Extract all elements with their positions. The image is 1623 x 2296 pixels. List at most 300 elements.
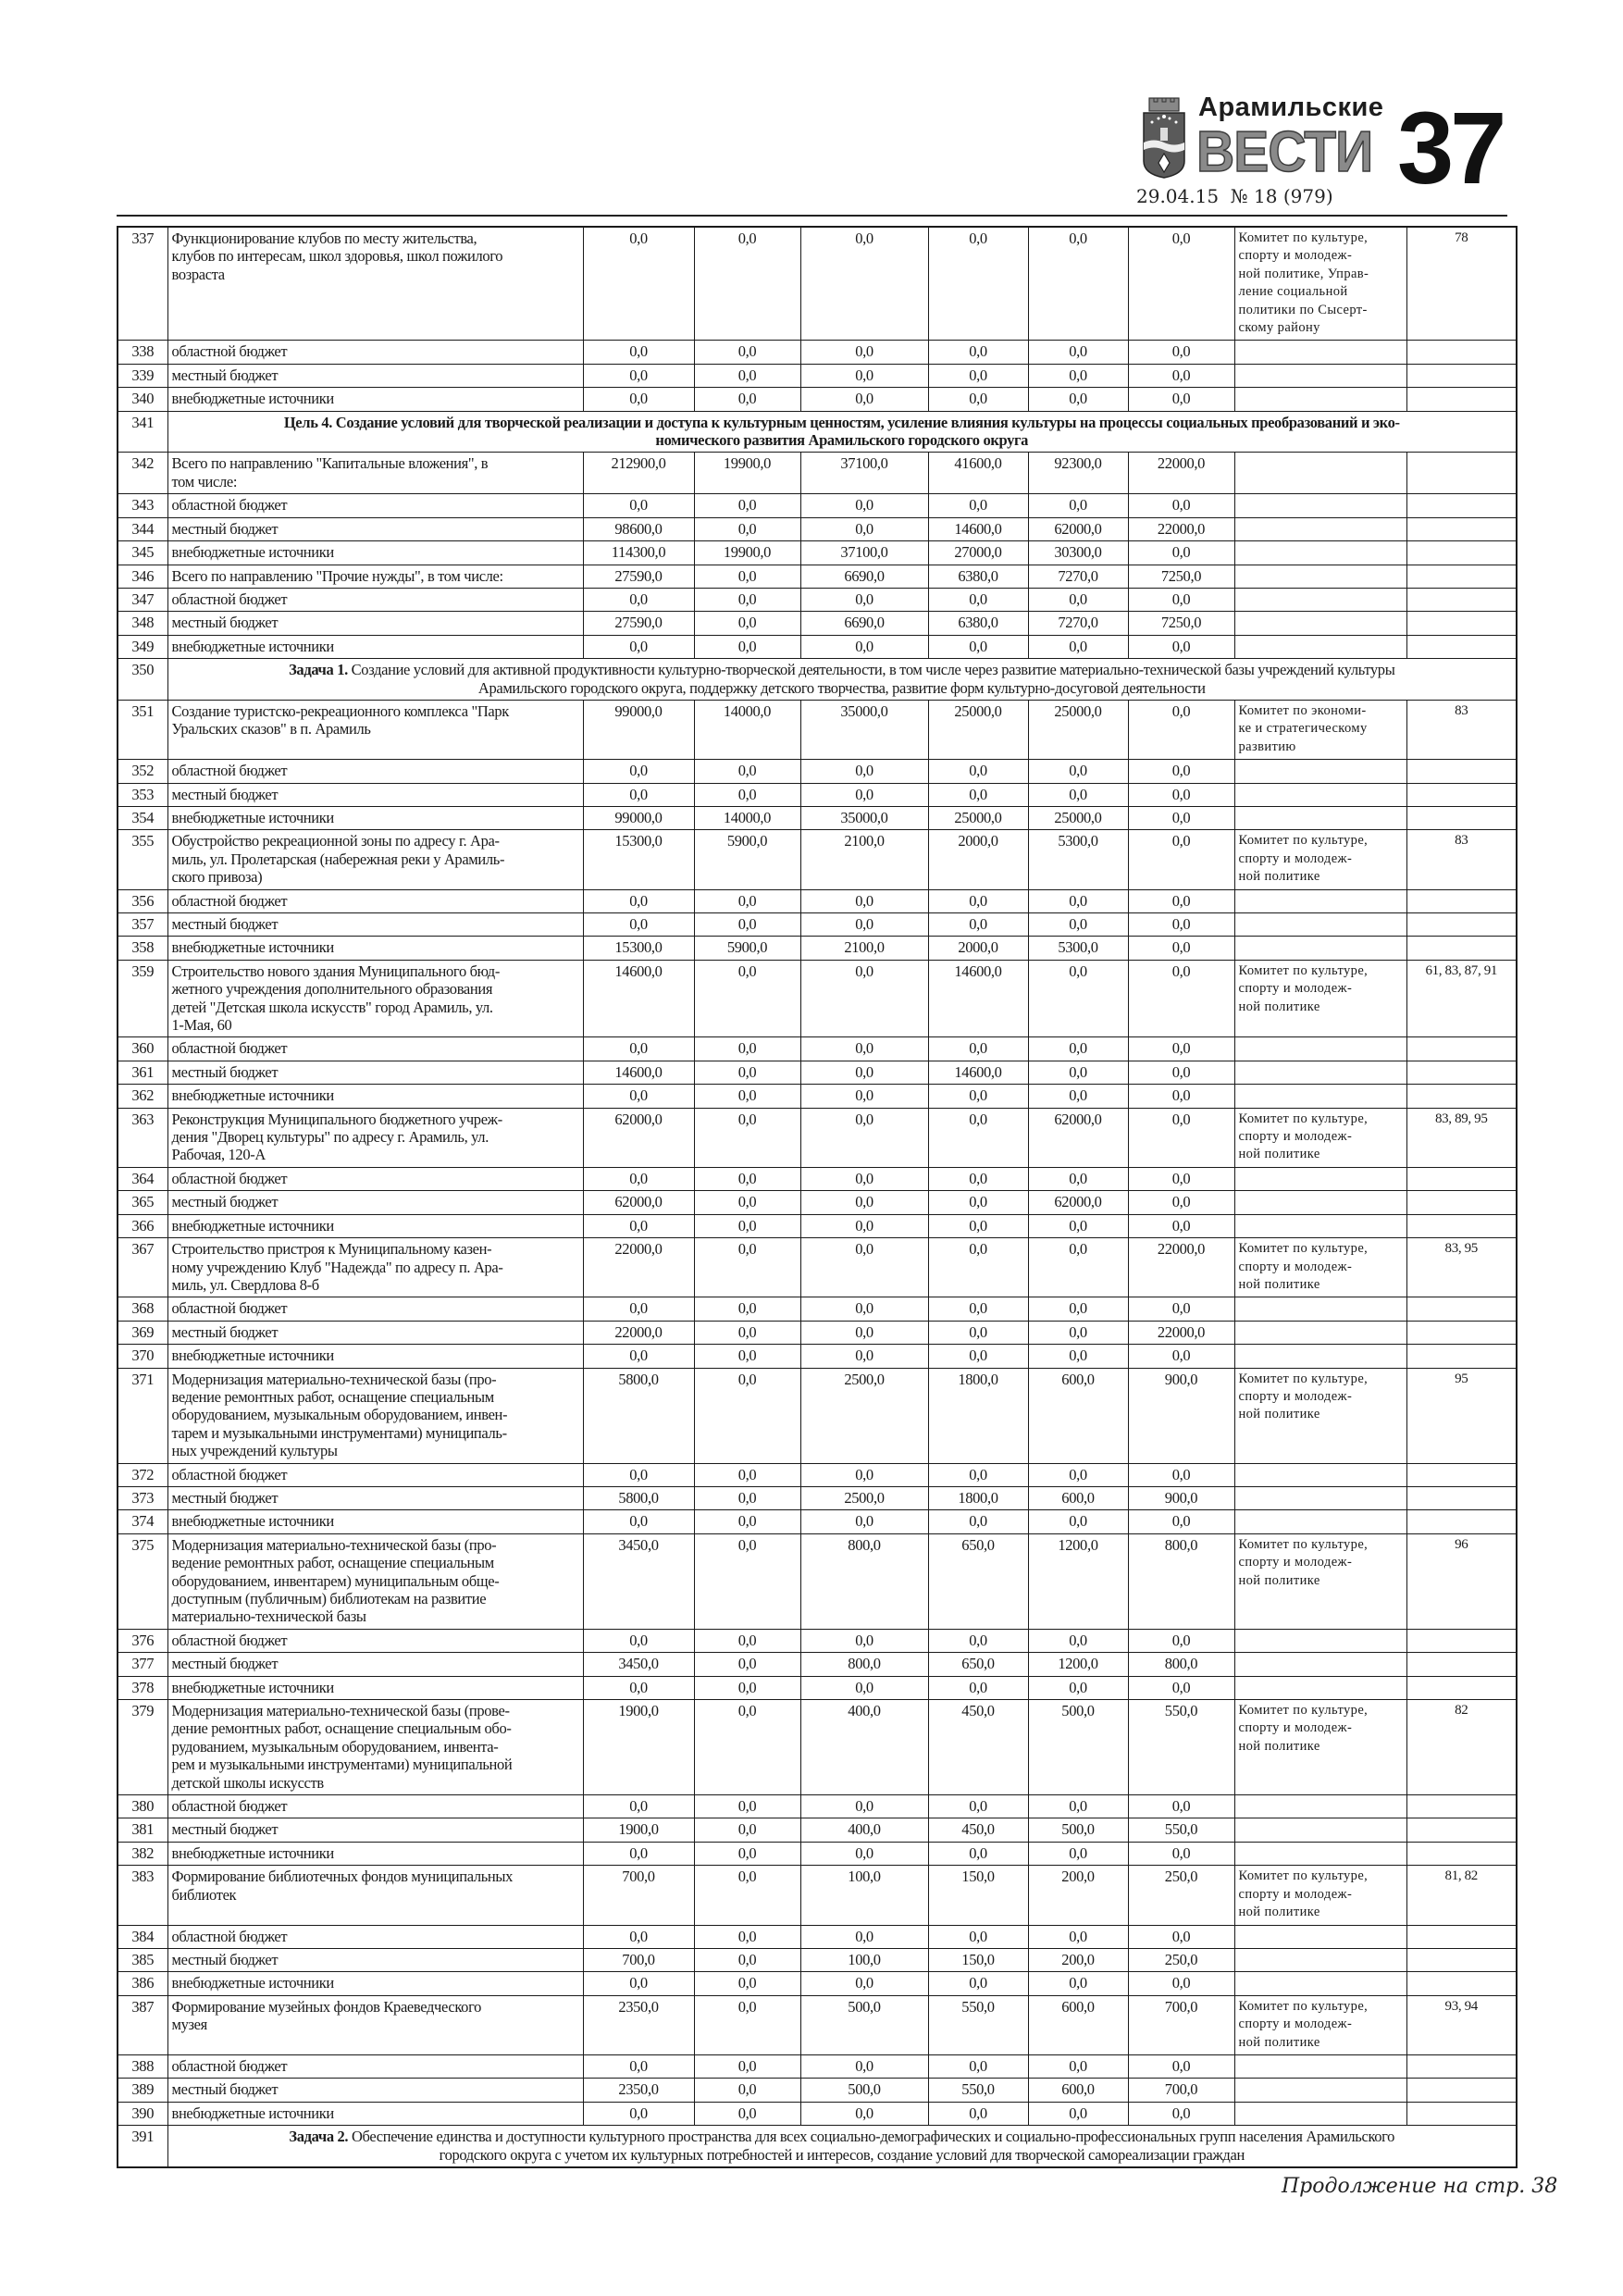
amount-cell: 0,0 bbox=[1128, 541, 1234, 565]
amount-cell: 2100,0 bbox=[800, 830, 928, 889]
reference-numbers bbox=[1406, 588, 1517, 611]
row-number: 346 bbox=[118, 565, 167, 588]
table-row bbox=[118, 1653, 1517, 1676]
amount-cell: 800,0 bbox=[1128, 1533, 1234, 1629]
row-number: 353 bbox=[118, 783, 167, 806]
row-number: 389 bbox=[118, 2079, 167, 2102]
amount-cell: 0,0 bbox=[694, 1995, 800, 2054]
amount-cell: 0,0 bbox=[800, 913, 928, 937]
row-number: 355 bbox=[118, 830, 167, 889]
table-row bbox=[118, 700, 1517, 759]
row-number: 360 bbox=[118, 1037, 167, 1061]
row-number: 345 bbox=[118, 541, 167, 565]
reference-numbers: 81, 82 bbox=[1406, 1866, 1517, 1925]
row-number: 390 bbox=[118, 2102, 167, 2125]
row-number: 352 bbox=[118, 760, 167, 783]
amount-cell: 100,0 bbox=[800, 1948, 928, 1971]
table-row bbox=[118, 341, 1517, 364]
amount-cell: 0,0 bbox=[800, 635, 928, 658]
row-number: 370 bbox=[118, 1345, 167, 1368]
coat-of-arms-logo bbox=[1141, 96, 1187, 181]
amount-cell: 0,0 bbox=[928, 1842, 1028, 1865]
amount-cell: 0,0 bbox=[583, 889, 694, 912]
row-number: 347 bbox=[118, 588, 167, 611]
row-number: 349 bbox=[118, 635, 167, 658]
amount-cell: 0,0 bbox=[1128, 1191, 1234, 1214]
amount-cell: 0,0 bbox=[583, 494, 694, 517]
table-row bbox=[118, 541, 1517, 565]
amount-cell: 0,0 bbox=[928, 1463, 1028, 1486]
row-description: внебюджетные источники bbox=[167, 388, 583, 411]
row-number: 359 bbox=[118, 960, 167, 1037]
row-description: областной бюджет bbox=[167, 760, 583, 783]
amount-cell: 0,0 bbox=[694, 1676, 800, 1699]
row-description: внебюджетные источники bbox=[167, 1972, 583, 1995]
row-description: Всего по направлению "Прочие нужды", в том числе: bbox=[167, 565, 583, 588]
amount-cell: 0,0 bbox=[694, 1238, 800, 1297]
amount-cell: 114300,0 bbox=[583, 541, 694, 565]
amount-cell: 0,0 bbox=[1128, 1925, 1234, 1948]
reference-numbers bbox=[1406, 1925, 1517, 1948]
row-description: областной бюджет bbox=[167, 889, 583, 912]
amount-cell: 92300,0 bbox=[1028, 453, 1128, 494]
row-description: местный бюджет bbox=[167, 2079, 583, 2102]
amount-cell: 0,0 bbox=[694, 1167, 800, 1190]
reference-numbers bbox=[1406, 1085, 1517, 1108]
table-row bbox=[118, 1108, 1517, 1167]
amount-cell: 0,0 bbox=[694, 783, 800, 806]
table-row bbox=[118, 1676, 1517, 1699]
responsible-party bbox=[1234, 2079, 1406, 2102]
issue-date-number: 29.04.15 № 18 (979) bbox=[1136, 185, 1333, 207]
table-row bbox=[118, 517, 1517, 540]
amount-cell: 0,0 bbox=[1128, 1676, 1234, 1699]
amount-cell: 0,0 bbox=[1128, 960, 1234, 1037]
responsible-party bbox=[1234, 1037, 1406, 1061]
amount-cell: 0,0 bbox=[1128, 227, 1234, 341]
amount-cell: 0,0 bbox=[800, 760, 928, 783]
amount-cell: 0,0 bbox=[1128, 1085, 1234, 1108]
amount-cell: 0,0 bbox=[583, 1085, 694, 1108]
reference-numbers bbox=[1406, 364, 1517, 387]
amount-cell: 0,0 bbox=[1128, 783, 1234, 806]
reference-numbers bbox=[1406, 1510, 1517, 1533]
amount-cell: 0,0 bbox=[800, 494, 928, 517]
amount-cell: 600,0 bbox=[1028, 1995, 1128, 2054]
row-number: 354 bbox=[118, 806, 167, 829]
reference-numbers: 95 bbox=[1406, 1368, 1517, 1463]
row-number: 351 bbox=[118, 700, 167, 759]
table-row bbox=[118, 1214, 1517, 1237]
table-row bbox=[118, 1321, 1517, 1344]
amount-cell: 0,0 bbox=[1128, 830, 1234, 889]
section-label: Задача 1. bbox=[289, 661, 348, 679]
amount-cell: 3450,0 bbox=[583, 1533, 694, 1629]
amount-cell: 0,0 bbox=[694, 1368, 800, 1463]
table-row bbox=[118, 1925, 1517, 1948]
reference-numbers: 83, 89, 95 bbox=[1406, 1108, 1517, 1167]
table-row bbox=[118, 588, 1517, 611]
amount-cell: 0,0 bbox=[800, 1925, 928, 1948]
row-description: местный бюджет bbox=[167, 1191, 583, 1214]
amount-cell: 1900,0 bbox=[583, 1818, 694, 1842]
amount-cell: 22000,0 bbox=[1128, 1321, 1234, 1344]
amount-cell: 0,0 bbox=[928, 364, 1028, 387]
responsible-party bbox=[1234, 1191, 1406, 1214]
table-row bbox=[118, 960, 1517, 1037]
row-number: 378 bbox=[118, 1676, 167, 1699]
amount-cell: 0,0 bbox=[1028, 1214, 1128, 1237]
row-number: 386 bbox=[118, 1972, 167, 1995]
row-number: 339 bbox=[118, 364, 167, 387]
amount-cell: 0,0 bbox=[1028, 227, 1128, 341]
reference-numbers bbox=[1406, 494, 1517, 517]
amount-cell: 0,0 bbox=[694, 1653, 800, 1676]
responsible-party bbox=[1234, 2102, 1406, 2125]
amount-cell: 0,0 bbox=[1128, 1842, 1234, 1865]
reference-numbers bbox=[1406, 612, 1517, 635]
amount-cell: 0,0 bbox=[1128, 494, 1234, 517]
responsible-party bbox=[1234, 1463, 1406, 1486]
responsible-party bbox=[1234, 565, 1406, 588]
amount-cell: 35000,0 bbox=[800, 806, 928, 829]
table-row bbox=[118, 1700, 1517, 1795]
amount-cell: 212900,0 bbox=[583, 453, 694, 494]
amount-cell: 0,0 bbox=[583, 2054, 694, 2078]
amount-cell: 0,0 bbox=[800, 1972, 928, 1995]
amount-cell: 0,0 bbox=[800, 960, 928, 1037]
amount-cell: 2500,0 bbox=[800, 1486, 928, 1509]
row-number: 373 bbox=[118, 1486, 167, 1509]
row-description: местный бюджет bbox=[167, 1486, 583, 1509]
section-text: Обеспечение единства и доступности культурного пространства для всех социально-демографических и социально-профессиональных групп населения Арамильского городского округа с учетом их культурных потребностей и интересов, создание условий для творческой самореализации граждан bbox=[351, 2128, 1395, 2164]
amount-cell: 0,0 bbox=[800, 1321, 928, 1344]
responsible-party bbox=[1234, 1167, 1406, 1190]
page-number: 37 bbox=[1397, 92, 1504, 205]
table-row bbox=[118, 635, 1517, 658]
table-row bbox=[118, 494, 1517, 517]
amount-cell: 2100,0 bbox=[800, 937, 928, 960]
amount-cell: 250,0 bbox=[1128, 1866, 1234, 1925]
row-description: внебюджетные источники bbox=[167, 635, 583, 658]
amount-cell: 400,0 bbox=[800, 1700, 928, 1795]
continuation-note: Продолжение на стр. 38 bbox=[1282, 2175, 1558, 2198]
row-number: 340 bbox=[118, 388, 167, 411]
table-row bbox=[118, 1510, 1517, 1533]
responsible-party: Комитет по культуре, спорту и молодеж- ной политике bbox=[1234, 830, 1406, 889]
reference-numbers bbox=[1406, 1676, 1517, 1699]
amount-cell: 0,0 bbox=[800, 1037, 928, 1061]
responsible-party bbox=[1234, 1345, 1406, 1368]
amount-cell: 0,0 bbox=[928, 760, 1028, 783]
responsible-party bbox=[1234, 588, 1406, 611]
amount-cell: 100,0 bbox=[800, 1866, 928, 1925]
amount-cell: 0,0 bbox=[1128, 588, 1234, 611]
amount-cell: 0,0 bbox=[928, 783, 1028, 806]
amount-cell: 700,0 bbox=[583, 1866, 694, 1925]
amount-cell: 0,0 bbox=[1128, 913, 1234, 937]
reference-numbers bbox=[1406, 1972, 1517, 1995]
budget-table-body bbox=[118, 227, 1517, 2167]
amount-cell: 0,0 bbox=[928, 388, 1028, 411]
amount-cell: 14000,0 bbox=[694, 700, 800, 759]
table-row bbox=[118, 1533, 1517, 1629]
responsible-party bbox=[1234, 1321, 1406, 1344]
reference-numbers bbox=[1406, 1948, 1517, 1971]
row-number: 382 bbox=[118, 1842, 167, 1865]
amount-cell: 600,0 bbox=[1028, 1486, 1128, 1509]
amount-cell: 35000,0 bbox=[800, 700, 928, 759]
row-description: внебюджетные источники bbox=[167, 1510, 583, 1533]
amount-cell: 0,0 bbox=[694, 1191, 800, 1214]
row-number: 338 bbox=[118, 341, 167, 364]
table-row bbox=[118, 1167, 1517, 1190]
row-number: 350 bbox=[118, 659, 167, 701]
reference-numbers bbox=[1406, 1629, 1517, 1652]
amount-cell: 0,0 bbox=[928, 1676, 1028, 1699]
reference-numbers bbox=[1406, 1321, 1517, 1344]
amount-cell: 200,0 bbox=[1028, 1948, 1128, 1971]
row-number: 388 bbox=[118, 2054, 167, 2078]
amount-cell: 0,0 bbox=[928, 1238, 1028, 1297]
reference-numbers bbox=[1406, 937, 1517, 960]
row-description: Функционирование клубов по месту жительства, клубов по интересам, школ здоровья, школ пожилого возраста bbox=[167, 227, 583, 341]
amount-cell: 25000,0 bbox=[928, 806, 1028, 829]
amount-cell: 0,0 bbox=[694, 1700, 800, 1795]
amount-cell: 0,0 bbox=[583, 1037, 694, 1061]
reference-numbers bbox=[1406, 517, 1517, 540]
table-row bbox=[118, 1345, 1517, 1368]
amount-cell: 7270,0 bbox=[1028, 565, 1128, 588]
amount-cell: 0,0 bbox=[928, 2102, 1028, 2125]
amount-cell: 0,0 bbox=[694, 760, 800, 783]
amount-cell: 0,0 bbox=[694, 588, 800, 611]
responsible-party bbox=[1234, 494, 1406, 517]
amount-cell: 6380,0 bbox=[928, 565, 1028, 588]
amount-cell: 0,0 bbox=[583, 1795, 694, 1818]
reference-numbers: 78 bbox=[1406, 227, 1517, 341]
reference-numbers bbox=[1406, 806, 1517, 829]
amount-cell: 450,0 bbox=[928, 1700, 1028, 1795]
reference-numbers: 83, 95 bbox=[1406, 1238, 1517, 1297]
amount-cell: 0,0 bbox=[1028, 494, 1128, 517]
section-heading bbox=[167, 659, 1517, 701]
responsible-party bbox=[1234, 1214, 1406, 1237]
row-description: областной бюджет bbox=[167, 1795, 583, 1818]
responsible-party: Комитет по экономи- ке и стратегическому развитию bbox=[1234, 700, 1406, 759]
section-row bbox=[118, 411, 1517, 453]
amount-cell: 0,0 bbox=[800, 1463, 928, 1486]
reference-numbers bbox=[1406, 541, 1517, 565]
row-number: 366 bbox=[118, 1214, 167, 1237]
amount-cell: 62000,0 bbox=[583, 1191, 694, 1214]
amount-cell: 5900,0 bbox=[694, 937, 800, 960]
amount-cell: 0,0 bbox=[694, 1972, 800, 1995]
row-number: 367 bbox=[118, 1238, 167, 1297]
amount-cell: 0,0 bbox=[928, 635, 1028, 658]
amount-cell: 0,0 bbox=[694, 1085, 800, 1108]
responsible-party bbox=[1234, 517, 1406, 540]
amount-cell: 0,0 bbox=[694, 1818, 800, 1842]
amount-cell: 0,0 bbox=[694, 341, 800, 364]
amount-cell: 3450,0 bbox=[583, 1653, 694, 1676]
amount-cell: 22000,0 bbox=[1128, 517, 1234, 540]
amount-cell: 0,0 bbox=[583, 588, 694, 611]
row-description: Модернизация материально-технической базы (про- ведение ремонтных работ, оснащение специальным оборудованием, музыкальным оборудованием, инвен- тарем и музыкальными инструментами) муниципаль- ных учреждений культуры bbox=[167, 1368, 583, 1463]
amount-cell: 1200,0 bbox=[1028, 1653, 1128, 1676]
amount-cell: 0,0 bbox=[928, 1167, 1028, 1190]
amount-cell: 0,0 bbox=[800, 2102, 928, 2125]
amount-cell: 0,0 bbox=[694, 517, 800, 540]
row-description: местный бюджет bbox=[167, 1061, 583, 1084]
amount-cell: 0,0 bbox=[583, 760, 694, 783]
amount-cell: 6690,0 bbox=[800, 565, 928, 588]
amount-cell: 0,0 bbox=[1128, 806, 1234, 829]
row-description: местный бюджет bbox=[167, 1321, 583, 1344]
amount-cell: 0,0 bbox=[694, 1925, 800, 1948]
amount-cell: 0,0 bbox=[1028, 2102, 1128, 2125]
table-row bbox=[118, 937, 1517, 960]
amount-cell: 7250,0 bbox=[1128, 565, 1234, 588]
amount-cell: 0,0 bbox=[694, 1486, 800, 1509]
amount-cell: 0,0 bbox=[1028, 1925, 1128, 1948]
table-row bbox=[118, 1037, 1517, 1061]
amount-cell: 0,0 bbox=[800, 1214, 928, 1237]
amount-cell: 7270,0 bbox=[1028, 612, 1128, 635]
row-number: 376 bbox=[118, 1629, 167, 1652]
table-row bbox=[118, 2079, 1517, 2102]
reference-numbers bbox=[1406, 760, 1517, 783]
row-description: областной бюджет bbox=[167, 1629, 583, 1652]
row-description: областной бюджет bbox=[167, 1463, 583, 1486]
amount-cell: 0,0 bbox=[928, 1345, 1028, 1368]
responsible-party: Комитет по культуре, спорту и молодеж- ной политике bbox=[1234, 1368, 1406, 1463]
row-description: местный бюджет bbox=[167, 783, 583, 806]
amount-cell: 0,0 bbox=[1028, 1629, 1128, 1652]
responsible-party bbox=[1234, 1653, 1406, 1676]
amount-cell: 14000,0 bbox=[694, 806, 800, 829]
table-row bbox=[118, 1842, 1517, 1865]
amount-cell: 0,0 bbox=[800, 1167, 928, 1190]
table-row bbox=[118, 227, 1517, 341]
amount-cell: 0,0 bbox=[583, 1972, 694, 1995]
row-description: Формирование библиотечных фондов муниципальных библиотек bbox=[167, 1866, 583, 1925]
amount-cell: 2350,0 bbox=[583, 1995, 694, 2054]
amount-cell: 0,0 bbox=[800, 1345, 928, 1368]
amount-cell: 0,0 bbox=[928, 588, 1028, 611]
amount-cell: 0,0 bbox=[928, 1085, 1028, 1108]
table-row bbox=[118, 1297, 1517, 1321]
amount-cell: 450,0 bbox=[928, 1818, 1028, 1842]
amount-cell: 0,0 bbox=[1128, 2054, 1234, 2078]
responsible-party bbox=[1234, 1948, 1406, 1971]
amount-cell: 0,0 bbox=[583, 1842, 694, 1865]
amount-cell: 5800,0 bbox=[583, 1486, 694, 1509]
amount-cell: 0,0 bbox=[1128, 341, 1234, 364]
amount-cell: 650,0 bbox=[928, 1533, 1028, 1629]
amount-cell: 0,0 bbox=[694, 1842, 800, 1865]
amount-cell: 27590,0 bbox=[583, 565, 694, 588]
reference-numbers: 96 bbox=[1406, 1533, 1517, 1629]
amount-cell: 0,0 bbox=[694, 364, 800, 387]
row-description: Модернизация материально-технической базы (про- ведение ремонтных работ, оснащение специальным оборудованием, инвентарем) муниципальным обще- доступным (публичным) библиотекам на развитие материально-технической базы bbox=[167, 1533, 583, 1629]
amount-cell: 0,0 bbox=[1128, 1463, 1234, 1486]
amount-cell: 0,0 bbox=[928, 2054, 1028, 2078]
amount-cell: 0,0 bbox=[1128, 1037, 1234, 1061]
row-number: 362 bbox=[118, 1085, 167, 1108]
row-description: внебюджетные источники bbox=[167, 1842, 583, 1865]
reference-numbers bbox=[1406, 1037, 1517, 1061]
amount-cell: 19900,0 bbox=[694, 453, 800, 494]
section-row bbox=[118, 659, 1517, 701]
amount-cell: 0,0 bbox=[694, 565, 800, 588]
amount-cell: 0,0 bbox=[928, 1214, 1028, 1237]
amount-cell: 30300,0 bbox=[1028, 541, 1128, 565]
amount-cell: 0,0 bbox=[1028, 783, 1128, 806]
row-description: местный бюджет bbox=[167, 913, 583, 937]
amount-cell: 0,0 bbox=[583, 1167, 694, 1190]
responsible-party bbox=[1234, 760, 1406, 783]
amount-cell: 0,0 bbox=[1128, 1061, 1234, 1084]
reference-numbers bbox=[1406, 1653, 1517, 1676]
amount-cell: 0,0 bbox=[928, 1297, 1028, 1321]
amount-cell: 0,0 bbox=[583, 2102, 694, 2125]
row-description: областной бюджет bbox=[167, 1167, 583, 1190]
amount-cell: 800,0 bbox=[800, 1533, 928, 1629]
responsible-party: Комитет по культуре, спорту и молодеж- ной политике bbox=[1234, 1108, 1406, 1167]
amount-cell: 550,0 bbox=[1128, 1818, 1234, 1842]
amount-cell: 0,0 bbox=[1028, 1321, 1128, 1344]
row-description: областной бюджет bbox=[167, 2054, 583, 2078]
amount-cell: 0,0 bbox=[928, 227, 1028, 341]
reference-numbers bbox=[1406, 1818, 1517, 1842]
amount-cell: 25000,0 bbox=[928, 700, 1028, 759]
amount-cell: 0,0 bbox=[694, 889, 800, 912]
amount-cell: 800,0 bbox=[1128, 1653, 1234, 1676]
amount-cell: 25000,0 bbox=[1028, 700, 1128, 759]
amount-cell: 6380,0 bbox=[928, 612, 1028, 635]
reference-numbers bbox=[1406, 1061, 1517, 1084]
amount-cell: 0,0 bbox=[1028, 889, 1128, 912]
row-description: внебюджетные источники bbox=[167, 806, 583, 829]
newspaper-masthead bbox=[1134, 89, 1522, 213]
amount-cell: 0,0 bbox=[1128, 1297, 1234, 1321]
row-number: 344 bbox=[118, 517, 167, 540]
reference-numbers bbox=[1406, 1297, 1517, 1321]
responsible-party bbox=[1234, 1925, 1406, 1948]
amount-cell: 62000,0 bbox=[1028, 1191, 1128, 1214]
amount-cell: 0,0 bbox=[1128, 1629, 1234, 1652]
amount-cell: 0,0 bbox=[928, 494, 1028, 517]
row-number: 361 bbox=[118, 1061, 167, 1084]
reference-numbers: 61, 83, 87, 91 bbox=[1406, 960, 1517, 1037]
reference-numbers bbox=[1406, 341, 1517, 364]
responsible-party bbox=[1234, 1629, 1406, 1652]
amount-cell: 14600,0 bbox=[928, 1061, 1028, 1084]
reference-numbers bbox=[1406, 1463, 1517, 1486]
amount-cell: 0,0 bbox=[800, 1842, 928, 1865]
amount-cell: 0,0 bbox=[583, 1510, 694, 1533]
amount-cell: 15300,0 bbox=[583, 830, 694, 889]
reference-numbers bbox=[1406, 453, 1517, 494]
amount-cell: 400,0 bbox=[800, 1818, 928, 1842]
amount-cell: 15300,0 bbox=[583, 937, 694, 960]
row-number: 372 bbox=[118, 1463, 167, 1486]
row-description: областной бюджет bbox=[167, 341, 583, 364]
amount-cell: 600,0 bbox=[1028, 2079, 1128, 2102]
amount-cell: 700,0 bbox=[583, 1948, 694, 1971]
amount-cell: 0,0 bbox=[800, 341, 928, 364]
